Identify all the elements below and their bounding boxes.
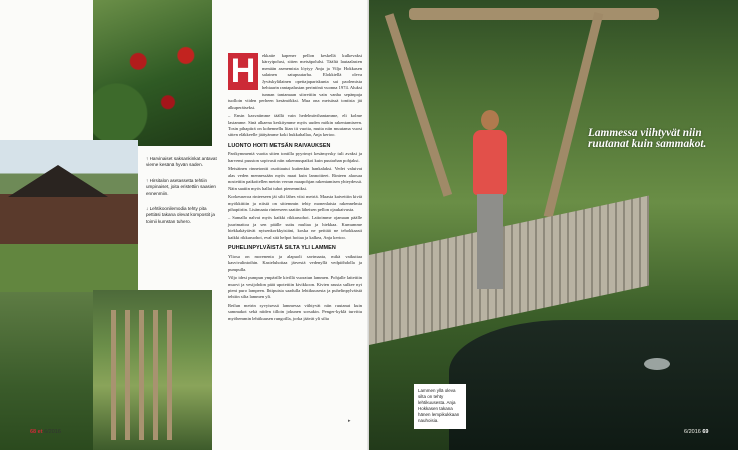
caption-garden: ↓ Lehtikoonilemodia tehty pita pettiäsi takana olevat kompostit ja toimii kumstan tuhero. xyxy=(146,206,215,224)
section-paragraph: – Samalla nalvat myös kaikki rikkaruohot. Laitoimme ojamaan päälle juurimattoa ja sen päälle suttu multaa ja hiekkaa. Kumumme hiekkakäytävät nytsenkorkkyisiäni, koska ne peittää ne tehokkaasti kaikki rikkaruohot, eval sitä helpot hoitaa ja kalkea, Anja kertoo. xyxy=(228,215,362,240)
woman-on-bridge xyxy=(469,110,509,300)
page-number: 69 xyxy=(702,429,709,435)
right-page xyxy=(369,0,738,450)
arch-beam xyxy=(409,8,659,20)
section-paragraph: Korkeuseroa rinteeseen jäi silti lähes viisi metriä. Maasta kaivettiin kiviä myökkittiin ja niistä on sittemmin tehty monenlaisia rakennelmia pihapiiriin. Lisämaata rinteeseen saatiin läheisen pellon ojaukaivusta. xyxy=(228,194,362,212)
page-folio-left xyxy=(30,429,61,435)
caption-flowers: ↑ Harvinaiset saksankinkat antavat vieme kesänä hyvän saden. xyxy=(146,156,217,168)
photo-captions xyxy=(146,156,220,234)
intro-quote: – Ensin kasvatimme täällä vain hedelmävihantamme, eli kolme lastamme. Sinä alkaena keskitymme myös uuden mökin rakentamiseen. Tosin pihapiirä on kohennellu liian tit vuotta, mutta niin muutama vuosi sitten eläkkeelle jäätyämme koki hukkahallaa, Anja kertoo. xyxy=(228,113,362,138)
bridge-photo xyxy=(369,0,738,450)
section-paragraph: Yliosa on morenenta ja alapuoli savimaata, mikä vaikuttaa kasvivalintoihin. Kasteluhoitaa järvestä vedenyllä vedpiöhdolla ja pumpulla. xyxy=(228,253,362,272)
continue-arrow-icon: ▸ xyxy=(348,418,351,424)
duck-decoy xyxy=(644,358,670,370)
red-flowers-photo xyxy=(93,0,212,146)
page-number: 68 xyxy=(30,429,37,435)
page-folio-right xyxy=(684,429,708,435)
issue-number: 6/2016 xyxy=(44,429,61,435)
section-paragraph: Viljo idesi pumpun ympärille kivillä vuoratun lammen. Pohjalle laitettiin muovi ja vesijohdon päät upotettiin kivikkoon. Kivien rausta sulkee nyt pieni puro lampeen. Ihtipuista saadulla lehtikuusesta ja puhelinpylväistä tehtiin silta lammen yli. xyxy=(228,275,362,300)
section-paragraph: Metsäinen rinnetontti osoittautui kuitenkin hankalaksi. Vedet valuivat alas veden mennessään myös maat kuin lannoitteet. Rinteen alaosaa nostettiin paikoitellen metrin verran maapohjan rakentamisen yhteydessä. Näin saatiin myös hallat tuhot pienenmiksi. xyxy=(228,166,362,191)
pull-quote: Lammessa viihtyvät niin ruutanat kuin sammakot. xyxy=(588,127,707,150)
section-paragraph: Parikymmentä vuotta sitten tontilla pyyrimyt kesämyrsky tuli avaksi ja harvensi puuston sopivasti niin rakennuspaikoi kuin puutarhan pohjaksi. xyxy=(228,151,362,163)
garden-poles-photo xyxy=(93,290,212,450)
garden-bench-photo xyxy=(0,292,93,450)
log-house-photo xyxy=(0,140,138,308)
arch-post xyxy=(385,13,452,196)
intro-paragraph: ekkatie kapener pellon keskellä kulkevaksi kärryipolusi, sitten metsäpolulsi. Täältä lautaalasten menään asenemista löytyy Anja ja Viljo Hokkasen salainen satupuutarha. Elokkiellä oleva Jyväskylälainen opettajapariskunta sai paolemista hehtaarin rantapalustan perintönä vuonna 1974. Aluksi tunnan tantamaan siirrettiin vain vanha sepänpaja tuolloin viiden perheen kesämökksi. Mua ona metsässä tontista jäi alkuperäiseksi. xyxy=(228,53,362,110)
caption-house: ↑ Hirsitalon asetassetta tehtiin umpinaiset, joita eristettiin saasien ennenmiin. xyxy=(146,177,216,196)
section-paragraph: Reilun metrin syvyisessä lammessa viihtyvät niin ruutanat kuin sammakot sekä niiden tilloin jokunen sorsakin. Penger-kyklä turvittu myöhemmin lehtikuusen rungoilla, jorka jäävät yli silta xyxy=(228,302,362,321)
house-roof xyxy=(8,165,108,197)
magazine-logo: et xyxy=(37,429,43,435)
bridge-caption: Lammen yllä oleva silta on tehty lehtikuusesta. Anja Hokkasen takana hänen lempikukkaan nauhoisia. xyxy=(414,384,466,429)
dropcap: H xyxy=(228,53,258,90)
issue-number: 6/2016 xyxy=(684,429,701,435)
article-body xyxy=(228,53,362,324)
section-heading: LUONTO HOITI METSÄN RAIVAUKSEN xyxy=(228,142,331,149)
arch-post xyxy=(544,12,604,218)
section-heading: PUHELINPYLVÄISTÄ SILTA YLI LAMMEN xyxy=(228,245,336,252)
